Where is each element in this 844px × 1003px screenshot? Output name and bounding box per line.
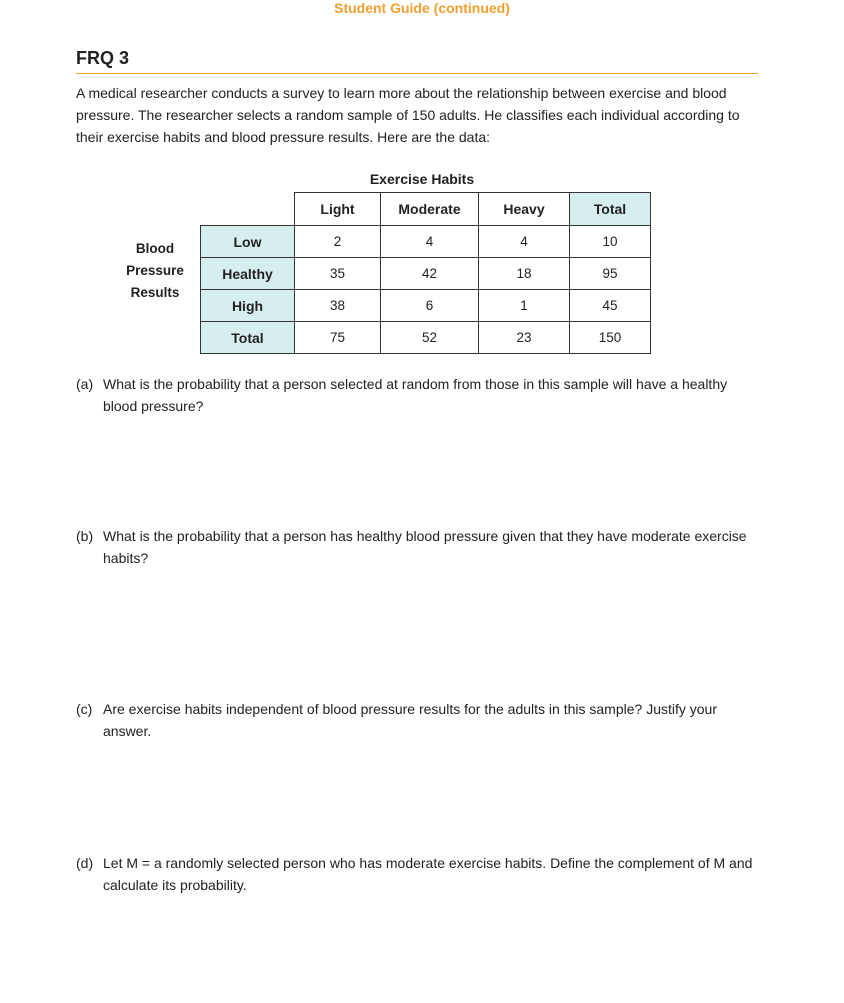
question-text: Are exercise habits independent of blood pressure results for the adults in this sample? Justify your answer. [103, 701, 717, 739]
table-cell: 45 [569, 289, 651, 322]
table-cell: 75 [294, 321, 381, 354]
title-divider [76, 73, 758, 74]
page-header-title: Student Guide (continued) [334, 0, 510, 16]
table-cell: 52 [380, 321, 479, 354]
table-cell: 1 [478, 289, 570, 322]
row-header: Healthy [200, 257, 295, 290]
table-cell: 150 [569, 321, 651, 354]
column-header: Moderate [380, 192, 479, 226]
column-header: Total [569, 192, 651, 226]
question-text: What is the probability that a person selected at random from those in this sample will have a healthy blood pressure? [103, 376, 728, 414]
row-group-label [114, 238, 196, 304]
table-cell: 4 [478, 225, 570, 258]
question-marker: (d) [76, 855, 94, 871]
question-marker: (c) [76, 701, 93, 717]
table-cell: 23 [478, 321, 570, 354]
frq-title: FRQ 3 [76, 48, 130, 68]
table-cell: 2 [294, 225, 381, 258]
column-header: Heavy [478, 192, 570, 226]
row-header: Low [200, 225, 295, 258]
column-header: Light [294, 192, 381, 226]
row-group-label-line: Pressure [126, 263, 184, 278]
table-cell: 35 [294, 257, 381, 290]
table-cell: 18 [478, 257, 570, 290]
table-caption: Exercise Habits [369, 171, 475, 187]
question-marker: (b) [76, 528, 94, 544]
question-b [76, 525, 756, 569]
table-cell: 42 [380, 257, 479, 290]
row-group-label-line: Blood [135, 241, 175, 256]
table-cell: 6 [380, 289, 479, 322]
table-cell: 4 [380, 225, 479, 258]
question-marker: (a) [76, 376, 94, 392]
table-cell: 10 [569, 225, 651, 258]
question-a [76, 373, 756, 417]
question-text: What is the probability that a person has healthy blood pressure given that they have moderate exercise habits? [103, 528, 747, 566]
row-header: Total [200, 321, 295, 354]
question-c [76, 698, 756, 742]
table-cell: 95 [569, 257, 651, 290]
row-header: High [200, 289, 295, 322]
row-group-label-line: Results [130, 285, 180, 300]
question-d [76, 852, 756, 896]
question-text: Let M = a randomly selected person who has moderate exercise habits. Define the complement of M and calculate its probability. [103, 855, 753, 893]
frq-intro: A medical researcher conducts a survey to learn more about the relationship between exercise and blood pressure. The researcher selects a random sample of 150 adults. He classifies each individual according to their exercise habits and blood pressure results. Here are the data: [76, 85, 740, 145]
table-cell: 38 [294, 289, 381, 322]
